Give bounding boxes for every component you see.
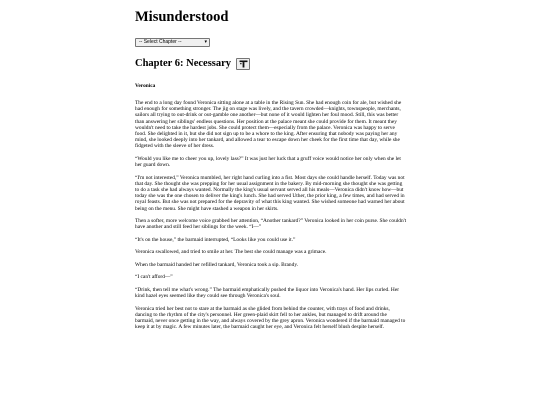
paragraph: When the barmaid handed her refilled tankard, Veronica took a sip. Brandy. <box>135 261 299 268</box>
chapter-title: Chapter 6: Necessary <box>135 58 232 69</box>
story-page <box>135 0 407 337</box>
paragraph: “I can't afford—” <box>135 274 173 281</box>
table-of-contents-icon <box>239 60 248 68</box>
paragraph: Veronica swallowed, and tried to smile at her. The best she could manage was a grimace. <box>135 249 327 256</box>
chevron-down-icon: ▾ <box>204 39 207 45</box>
paragraph: “I'm not interested,” Veronica mumbled, her right hand curling into a fist. Most days she could handle herself. Today was not that day. She thought she was prepping for her usual assignment in the bakery. By mid-morning she thought she was getting to do a task she had always wanted. Normally the king's usual servant served all his meals—Veronica didn't know how—but today she was the one chosen to deliver the king's lunch. She had served Uther, the prior king, a few times, and had served in royal feasts. But she was not prepared for the depravity of what this king wanted. She wished someone had warned her about being on the menu. She might have stashed a weapon in her skirts. <box>135 174 405 212</box>
chapter-heading-row <box>135 57 407 71</box>
paragraph: The end to a long day found Veronica sitting alone at a table in the Rising Sun. She had enough coin for ale, but wished she had enough for something stronger. The jig on stage was lively, and the tavern crowded—knights, townspeople, merchants, sailors all trying to out-drink or out-gamble one another—but none of it would lighten her foul mood. Still, this was better than answering her siblings' endless questions. Her position at the palace meant she could provide for them. It meant they wouldn't need to take the hardest jobs. She could protect them—especially from the palace. Veronica was happy to serve food. She delighted in it, but she did not sign up to be a whore to the king. After ensuring that nobody was paying her any mind, she looked deeply into her tankard, and allowed a tear to escape down her cheek for the first time that day, while she fidgeted with the sleeve of her dress. <box>135 100 402 150</box>
paragraph: Then a softer, more welcome voice grabbed her attention, “Another tankard?” Veronica looked in her coin purse. She couldn't have another and still feed her siblings for the week. “I—” <box>135 218 407 231</box>
paragraph: “Would you like me to cheer you up, lovely lass?” It was just her luck that a gruff voice would notice her only when she let her guard down. <box>135 155 401 169</box>
chapter-select-value: -- Select Chapter -- <box>139 39 182 45</box>
paragraph: Veronica tried her best not to stare at the barmaid as she glided from behind the counter, with trays of food and drinks, dancing to the rhythm of the city's personnel. Her green-plaid skirt fell to her ankles, but managed to drift around the barmaid, never once getting in the way, and always covered by the grey apron. Veronica wondered if the barmaid managed to keep it at by magic. A few minutes later, the barmaid caught her eye, and Veronica felt herself blush despite herself. <box>135 305 406 331</box>
paragraph: “It's on the house,” the barmaid interrupted, “Looks like you could use it.” <box>135 236 296 243</box>
chapter-select[interactable] <box>135 38 210 47</box>
story-title: Misunderstood <box>135 9 229 25</box>
paragraph: “Drink, then tell me what's wrong.” The barmaid emphatically pushed the liquor into Veronica's hand. Her lips curled. Her kind hazel eyes seemed like they could see through Veronica's soul. <box>135 286 400 300</box>
section-heading: Veronica <box>135 83 156 89</box>
table-of-contents-button[interactable] <box>236 58 250 70</box>
story-text <box>135 100 407 330</box>
